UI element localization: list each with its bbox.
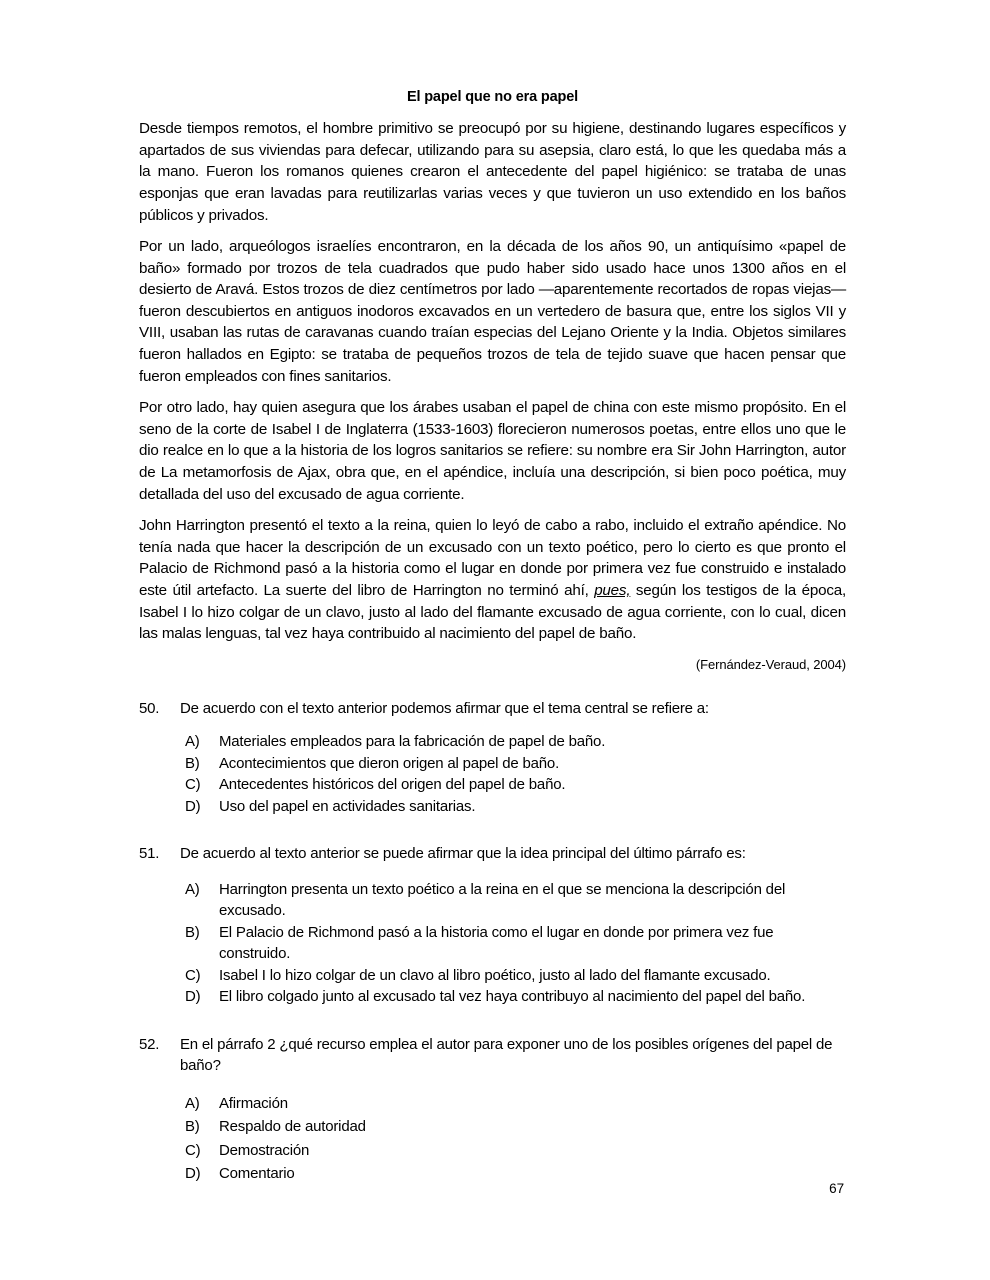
option-letter: D)	[185, 988, 201, 1006]
passage-paragraph-1: Desde tiempos remotos, el hombre primitivo se preocupó por su higiene, destinando lugares específicos y apartados de sus viviendas para defecar, utilizando para su asepsia, claro está, lo que les quedaba más a la mano. Fueron los romanos quienes crearon el antecedente del papel higiénico: se trataba de unas esponjas que eran lavadas para reutilizarlas varias veces y que tuvieron un uso extendido en los baños públicos y privados.	[139, 120, 846, 224]
question-52-text: En el párrafo 2 ¿qué recurso emplea el autor para exponer uno de los posibles orígenes del papel de baño?	[180, 1035, 833, 1075]
question-52-option-b[interactable]	[185, 1116, 846, 1138]
option-text: El libro colgado junto al excusado tal vez haya contribuyo al nacimiento del papel del baño.	[219, 988, 806, 1006]
question-52-stem	[139, 1034, 846, 1077]
passage-paragraph-3: Por otro lado, hay quien asegura que los árabes usaban el papel de china con este mismo propósito. En el seno de la corte de Isabel I de Inglaterra (1533-1603) florecieron numerosos poetas, entre ellos uno que le dio realce en lo que a la historia de los logros sanitarios se refiere: su nombre era Sir John Harrington, autor de La metamorfosis de Ajax, obra que, en el apéndice, incluía una descripción, si bien poco poética, muy detallada del uso del excusado de agua corriente.	[139, 399, 846, 503]
question-51-option-b[interactable]	[185, 922, 846, 965]
option-letter: A)	[185, 880, 200, 898]
passage-paragraph-4	[139, 515, 846, 645]
paragraph-4-text-after: según los testigos de la época, Isabel I lo hizo colgar de un clavo, justo al lado del flamante excusado de agua corriente, con lo cual, dicen las malas lenguas, tal vez haya contribuido al nacimiento del papel de baño.	[139, 582, 846, 643]
question-50-stem	[139, 698, 846, 720]
option-letter: A)	[185, 1094, 200, 1112]
question-50-option-d[interactable]	[185, 796, 846, 818]
option-letter: B)	[185, 923, 200, 941]
option-letter: A)	[185, 733, 200, 751]
question-51-option-d[interactable]	[185, 986, 846, 1008]
question-52-option-a[interactable]	[185, 1093, 846, 1115]
option-text: Uso del papel en actividades sanitarias.	[219, 797, 476, 815]
question-50-text: De acuerdo con el texto anterior podemos afirmar que el tema central se refiere a:	[180, 699, 709, 717]
question-52-option-d[interactable]	[185, 1163, 846, 1185]
question-block-51	[139, 843, 846, 1008]
option-letter: C)	[185, 966, 201, 984]
question-50-option-b[interactable]	[185, 753, 846, 775]
option-text: Afirmación	[219, 1094, 288, 1112]
option-letter: D)	[185, 1165, 201, 1183]
option-text: Acontecimientos que dieron origen al papel de baño.	[219, 754, 560, 772]
question-50-option-a[interactable]	[185, 731, 846, 753]
option-text: Antecedentes históricos del origen del papel de baño.	[219, 776, 566, 794]
page-number: 67	[829, 1181, 844, 1196]
question-52-number: 52.	[139, 1035, 160, 1053]
option-letter: B)	[185, 1118, 200, 1136]
question-51-option-a[interactable]	[185, 879, 846, 922]
question-block-52	[139, 1034, 846, 1185]
question-51-stem	[139, 843, 846, 865]
option-text: Harrington presenta un texto poético a la reina en el que se menciona la descripción del excusado.	[219, 880, 786, 920]
option-text: Isabel I lo hizo colgar de un clavo al libro poético, justo al lado del flamante excusado.	[219, 966, 771, 984]
question-51-number: 51.	[139, 845, 160, 863]
option-letter: B)	[185, 754, 200, 772]
question-block-50	[139, 698, 846, 818]
reading-passage-title: El papel que no era papel	[406, 89, 579, 105]
passage-paragraph-2: Por un lado, arqueólogos israelíes encontraron, en la década de los años 90, un antiquísimo «papel de baño» formado por trozos de tela cuadrados que pudo haber sido usado hace unos 1300 años en el desierto de Aravá. Estos trozos de diez centímetros por lado —aparentemente recortados de ropas viejas— fueron descubiertos en antiguos inodoros excavados en un vertedero de basura que, entre los siglos VII y VIII, usaban las rutas de caravanas cuando traían especias del Lejano Oriente y la India. Objetos similares fueron hallados en Egipto: se trataba de pequeños trozos de tela de tejido suave que hacen pensar que fueron empleados con fines sanitarios.	[139, 238, 846, 385]
option-text: El Palacio de Richmond pasó a la historia como el lugar en donde por primera vez fue construido.	[219, 923, 774, 963]
passage-attribution: (Fernández-Veraud, 2004)	[695, 656, 846, 672]
option-text: Materiales empleados para la fabricación de papel de baño.	[219, 733, 606, 751]
option-text: Respaldo de autoridad	[219, 1118, 366, 1136]
question-50-option-c[interactable]	[185, 774, 846, 796]
question-50-number: 50.	[139, 699, 160, 717]
question-52-options	[139, 1093, 846, 1185]
question-51-option-c[interactable]	[185, 965, 846, 987]
page-content	[139, 88, 846, 1187]
option-letter: D)	[185, 797, 201, 815]
option-letter: C)	[185, 1141, 201, 1159]
question-51-options	[139, 879, 846, 1008]
option-letter: C)	[185, 776, 201, 794]
question-52-option-c[interactable]	[185, 1140, 846, 1162]
paragraph-4-emphasized-word: pues,	[594, 582, 631, 599]
question-50-options	[139, 731, 846, 817]
option-text: Comentario	[219, 1165, 295, 1183]
option-text: Demostración	[219, 1141, 310, 1159]
paragraph-4-text-before: John Harrington presentó el texto a la reina, quien lo leyó de cabo a rabo, incluido el extraño apéndice. No tenía nada que hacer la descripción de un excusado con un texto poético, pero lo cierto es que pronto el Palacio de Richmond pasó a la historia como el lugar en donde por primera vez fue construido e instalado este útil artefacto. La suerte del libro de Harrington no terminó ahí,	[139, 517, 846, 599]
question-51-text: De acuerdo al texto anterior se puede afirmar que la idea principal del último párrafo es:	[180, 845, 746, 863]
